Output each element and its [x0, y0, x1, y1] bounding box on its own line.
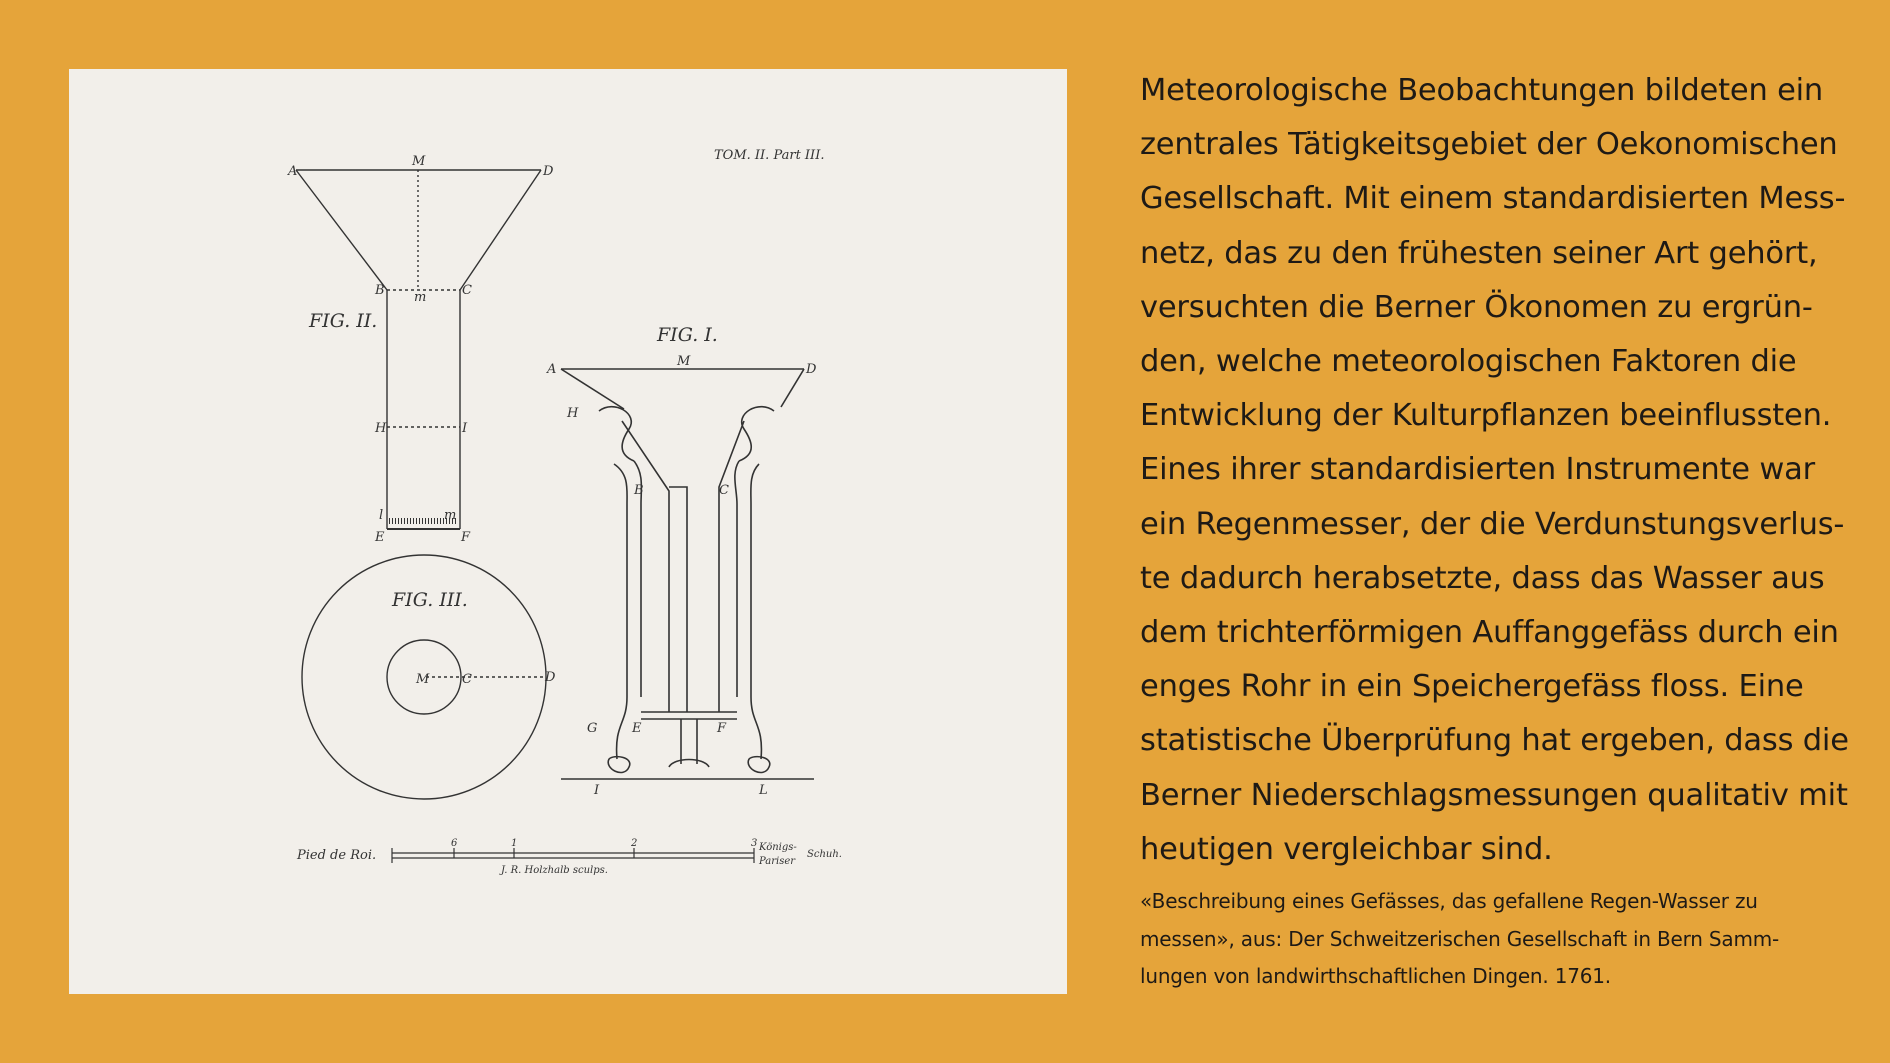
engraver-signature: J. R. Holzhalb sculps.: [501, 865, 608, 876]
fig1-letter-B: B: [634, 483, 644, 498]
fig1-letter-H: H: [567, 406, 579, 421]
fig1-rain-gauge: [561, 369, 814, 779]
fig1-letter-G: G: [587, 721, 598, 736]
fig1-label: FIG. I.: [657, 324, 718, 346]
scale-right-bottom: Pariser: [759, 856, 796, 867]
fig2-letter-D: D: [543, 164, 554, 179]
scale-left-label: Pied de Roi.: [297, 848, 377, 863]
body-text: Meteorologische Beobachtungen bildeten ein zentrales Tätigkeitsgebiet der Oekonomischen Gesellschaft. Mit einem standardisierten Mess- netz, das zu den frühesten seiner Art gehört, versuchten die Berner Ökonomen zu ergrün- den, welche meteorologischen Faktoren die Entwicklung der Kulturpflanzen beeinflussten. Eines ihrer standardisierten Instrumente war ein Regenmesser, der die Verdunstungsverlus- te dadurch herabsetzte, dass das Wasser aus dem trichterförmigen Auffanggefäss durch ein enges Rohr in ein Speichergefäss floss. Eine statistische Überprüfung hat ergeben, dass die Berner Niederschlagsmessungen qualitativ mit heutigen vergleichbar sind.: [1140, 73, 1849, 867]
fig1-letter-I: I: [594, 783, 600, 798]
fig1-letter-M: M: [677, 354, 691, 369]
fig1-letter-E: E: [632, 721, 642, 736]
scale-tick-1: 1: [511, 838, 518, 849]
fig2-letter-F: F: [461, 530, 471, 545]
text-column: [1140, 64, 1849, 996]
fig2-funnel-tube: [296, 170, 541, 529]
fig2-letter-A: A: [288, 164, 298, 179]
plate-header: TOM. II. Part III.: [714, 148, 825, 163]
scale-right-top: Königs-: [759, 842, 797, 853]
fig2-letter-m: m: [414, 290, 427, 305]
fig2-letter-m-bottom: m: [444, 508, 457, 523]
fig2-letter-B: B: [375, 283, 385, 298]
fig2-letter-l: l: [379, 508, 384, 523]
fig2-letter-H: H: [375, 421, 387, 436]
fig3-label: FIG. III.: [392, 589, 468, 611]
scale-right-label: Schuh.: [807, 849, 842, 860]
fig2-label: FIG. II.: [309, 310, 378, 332]
fig1-letter-L: L: [759, 783, 768, 798]
engraving-drawing: [69, 69, 1067, 994]
rain-gauge-engraving: [69, 69, 1067, 994]
image-caption: «Beschreibung eines Gefässes, das gefallene Regen-Wasser zu messen», aus: Der Schweitzerischen Gesellschaft in Bern Samm- lungen von landwirthschaftlichen Dingen. 1761.: [1140, 889, 1780, 989]
fig3-letter-D: D: [545, 670, 556, 685]
fig1-letter-F: F: [717, 721, 727, 736]
fig1-letter-A: A: [547, 362, 557, 377]
scale-tick-2: 2: [631, 838, 638, 849]
fig2-letter-E: E: [375, 530, 385, 545]
fig3-letter-C: C: [462, 672, 472, 687]
fig1-letter-C: C: [719, 483, 729, 498]
fig2-letter-M: M: [412, 154, 426, 169]
fig2-letter-I: I: [462, 421, 468, 436]
scale-tick-6: 6: [451, 838, 458, 849]
fig2-letter-C: C: [462, 283, 472, 298]
scale-tick-3: 3: [751, 838, 758, 849]
fig1-letter-D: D: [806, 362, 817, 377]
fig3-letter-M: M: [416, 672, 430, 687]
scale-bar: [392, 848, 754, 863]
